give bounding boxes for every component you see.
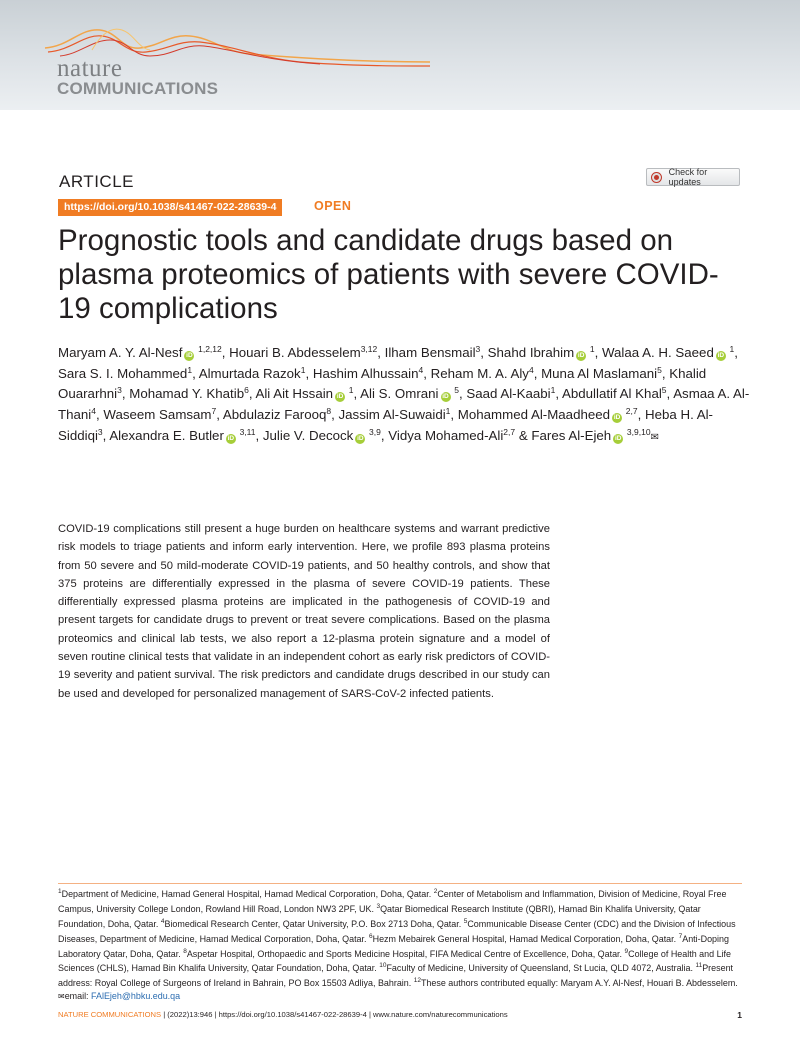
- author-name[interactable]: Sara S. I. Mohammed: [58, 365, 188, 381]
- author-name[interactable]: Saad Al-Kaabi: [466, 386, 551, 402]
- orcid-icon[interactable]: iD: [186, 352, 193, 359]
- doi-link[interactable]: https://doi.org/10.1038/s41467-022-28639-4: [58, 199, 282, 216]
- affiliation-text: Hezm Mebairek General Hospital, Hamad Medical Corporation, Doha, Qatar.: [372, 933, 677, 944]
- affiliation-number: 4: [160, 917, 165, 925]
- author-affiliation-number: 3,11: [239, 426, 256, 437]
- affiliation-text: Communicable Disease Center (CDC) and the Division of Infectious Diseases, Department of Medicine, Hamad Medical Corporation, Doha, Qatar.: [58, 918, 736, 944]
- affiliation-text: Department of Medicine, Hamad General Hospital, Hamad Medical Corporation, Doha, Qatar.: [61, 888, 432, 899]
- affiliation-text: Faculty of Medicine, University of Queensland, St Lucia, QLD 4072, Australia.: [386, 963, 693, 974]
- author-name[interactable]: Almurtada Razok: [198, 365, 301, 381]
- author-entry: [488, 345, 595, 360]
- author-entry: [385, 345, 481, 360]
- email-icon: ✉: [58, 992, 65, 1002]
- orcid-icon[interactable]: iD: [613, 414, 621, 422]
- author-name[interactable]: Shahd Ibrahim: [487, 345, 575, 360]
- author-name[interactable]: Asmaa A. Al-Thani: [58, 386, 750, 423]
- author-name[interactable]: Ilham Bensmail: [384, 345, 476, 360]
- author-entry: [458, 407, 638, 422]
- footer-citation: | (2022)13:946 | https://doi.org/10.1038/s41467-022-28639-4 | www.nature.com/naturecommunications: [161, 1010, 508, 1019]
- affiliation-text: Biomedical Research Center, Qatar University, P.O. Box 2713 Doha, Qatar.: [164, 918, 462, 929]
- author-affiliation-number: 7: [211, 406, 217, 417]
- author-affiliation-number: 5: [661, 385, 667, 396]
- author-affiliation-number: 1: [300, 364, 306, 375]
- open-access-label: OPEN: [314, 199, 352, 213]
- author-affiliation-number: 3: [475, 344, 481, 354]
- author-affiliation-number: 1,2,12: [198, 344, 222, 354]
- affiliation-text: Present address: Royal College of Surgeons of Ireland in Bahrain, PO Box 15503 Adliya, Bahrain.: [58, 963, 734, 989]
- author-name[interactable]: Reham M. A. Aly: [430, 365, 529, 381]
- check-updates-icon: [651, 172, 662, 183]
- author-entry: [602, 345, 734, 360]
- author-affiliation-number: 1: [729, 344, 735, 354]
- affiliation-number: 3: [376, 902, 381, 910]
- author-affiliation-number: 3,9,10: [626, 426, 651, 437]
- author-affiliation-number: 3,12: [360, 344, 378, 354]
- author-entry: [229, 345, 377, 360]
- article-title: Prognostic tools and candidate drugs based on plasma proteomics of patients with severe COVID-19 complications: [58, 224, 719, 325]
- author-affiliation-number: 6: [244, 385, 249, 396]
- author-affiliation-number: 4: [91, 406, 96, 417]
- orcid-icon[interactable]: iD: [442, 393, 449, 401]
- affiliation-number: 7: [678, 932, 683, 940]
- author-entry: [223, 407, 331, 422]
- affiliation-number: 1: [58, 888, 62, 895]
- author-entry: [339, 407, 451, 422]
- affiliation-number: 2: [433, 888, 438, 895]
- author-name[interactable]: Muna Al Maslamani: [541, 365, 658, 381]
- abstract-text: COVID-19 complications still present a huge burden on healthcare systems and warrant predictive risk models to triage patients and inform early intervention. Here, we profile 893 plasma proteins from 50 severe and 50 mild-moderate COVID-19 patients, and 50 healthy controls, and show that 375 proteins are differentially expressed in the plasma of severe COVID-19 patients. These differentially expressed plasma proteins are implicated in the pathogenesis of COVID-19 and present targets for candidate drugs to prevent or treat severe complications. Based on the plasma proteomics and clinical lab tests, we also report a 12-plasma protein signature and a model of seven routine clinical tests that validate in an independent cohort as early risk predictors of COVID-19 severity and patient survival. The risk predictors and candidate drugs described in our study can be used and developed for personalized management of SARS-CoV-2 infected patients.: [58, 523, 550, 700]
- author-entry: [562, 386, 667, 401]
- footer-journal-name: NATURE COMMUNICATIONS: [58, 1010, 162, 1019]
- affiliation-number: 12: [413, 977, 421, 985]
- affiliation-number: 9: [624, 947, 629, 955]
- journal-logo-nature: nature: [57, 55, 123, 82]
- author-entry: [103, 407, 216, 422]
- check-updates-label: Check for updates: [668, 167, 708, 187]
- author-affiliation-number: 5: [657, 364, 662, 375]
- email-icon[interactable]: ✉: [650, 431, 659, 443]
- author-name[interactable]: Alexandra E. Butler: [109, 427, 224, 443]
- author-entry: [263, 428, 381, 443]
- author-name[interactable]: Julie V. Decock: [262, 427, 354, 443]
- author-entry: [531, 428, 659, 443]
- author-name[interactable]: Vidya Mohamed-Ali: [388, 427, 504, 443]
- check-for-updates-button[interactable]: [646, 168, 740, 186]
- author-entry: [58, 366, 192, 381]
- author-entry: [109, 428, 255, 443]
- orcid-icon[interactable]: iD: [577, 352, 585, 359]
- author-name[interactable]: Abdullatif Al Khal: [562, 386, 662, 402]
- author-affiliation-number: 3: [97, 426, 103, 437]
- author-name[interactable]: Ali S. Omrani: [360, 386, 439, 402]
- email-label: email:: [64, 991, 89, 1002]
- author-name[interactable]: Heba H. Al-Siddiqi: [58, 407, 713, 443]
- author-entry: [313, 366, 423, 381]
- author-affiliation-number: 4: [418, 364, 424, 375]
- author-entry: [431, 366, 534, 381]
- affiliation-number: 10: [379, 962, 387, 970]
- orcid-icon[interactable]: iD: [717, 352, 725, 359]
- author-name[interactable]: Walaa A. H. Saeed: [601, 345, 714, 360]
- affiliation-number: 8: [183, 947, 187, 955]
- author-name[interactable]: Mohamad Y. Khatib: [129, 386, 245, 402]
- affiliation-text: Center of Metabolism and Inflammation, Division of Medicine, Royal Free Campus, University College London, Rowland Hill Road, London NW3 2PF, UK.: [58, 888, 727, 914]
- affiliation-number: 11: [695, 962, 703, 970]
- journal-logo-communications: COMMUNICATIONS: [57, 79, 219, 98]
- author-affiliation-number: 4: [528, 364, 534, 375]
- affiliations: [58, 886, 743, 1004]
- affiliation-number: 5: [463, 917, 468, 925]
- author-entry: [129, 386, 249, 401]
- author-affiliation-number: 1: [348, 385, 354, 396]
- orcid-icon[interactable]: iD: [614, 434, 622, 442]
- author-entry: [541, 366, 662, 381]
- author-name[interactable]: Abdulaziz Farooq: [222, 407, 327, 423]
- author-affiliation-number: 1: [589, 344, 595, 354]
- author-entry: [360, 386, 459, 401]
- author-affiliation-number: 2,7: [503, 426, 516, 437]
- author-list: Maryam A. Y. Al-Nesf iD $^{1,2,12}$, Houari B. Abdesselem$^{3,12}$, Ilham Bensmail$^3$, Shahd Ibrahim iD $^1$, Walaa A. H. Saeed iD $^1$, Sara S. I. Mohammed$^1$, Almurtada Razok$^1$, Hashim Alhussain$^4$, Reham M. A. Aly$^4$, Muna Al Maslamani$^5$, Khalid Ouararhni$^3$, Mohamad Y. Khatib$^6$, Ali Ait Hssain iD $^1$, Ali S. Omrani iD $^5$, Saad Al-Kaabi$^1$, Abdullatif Al Khal$^5$, Asmaa A. Al-Thani$^4$, Waseem Samsam$^7$, Abdulaziz Farooq$^8$, Jassim Al-Suwaidi$^1$, Mohammed Al-Maadheed iD $^{2,7}$, Heba H. Al-Siddiqi$^3$, Alexandra E. Butler iD $^{3,11}$, Julie V. Decock iD $^{3,9}$, Vidya Mohamed-Ali$^{2,7}$ & Fares Al-Ejeh iD $^{3,9,10}$✉: [58, 344, 750, 443]
- page-footer: [58, 1010, 742, 1019]
- author-affiliation-number: 3,9: [369, 426, 381, 437]
- author-entry: [199, 366, 306, 381]
- author-name[interactable]: Fares Al-Ejeh: [531, 427, 612, 443]
- author-affiliation-number: 1: [445, 406, 451, 417]
- affiliation-text: Anti-Doping Laboratory Qatar, Doha, Qatar.: [58, 933, 729, 959]
- author-entry: [58, 345, 222, 360]
- author-name[interactable]: Khalid Ouararhni: [58, 365, 707, 402]
- author-affiliation-number: 5: [454, 385, 459, 396]
- author-affiliation-number: 1: [550, 385, 556, 396]
- author-entry: [255, 386, 353, 401]
- corresponding-email-link[interactable]: FAlEjeh@hbku.edu.qa: [91, 991, 181, 1002]
- author-name[interactable]: Ali Ait Hssain: [255, 386, 334, 402]
- page-number: 1: [737, 1010, 742, 1020]
- author-name[interactable]: Maryam A. Y. Al-Nesf: [58, 345, 183, 360]
- author-entry: [388, 428, 515, 443]
- affiliation-text: These authors contributed equally: Maryam A.Y. Al-Nesf, Houari B. Abdesselem.: [420, 978, 738, 989]
- affiliation-number: 6: [368, 932, 373, 940]
- author-affiliation-number: 1: [187, 364, 193, 375]
- journal-banner: [0, 0, 800, 110]
- orcid-icon[interactable]: iD: [227, 434, 235, 442]
- article-type-label: ARTICLE: [59, 172, 134, 191]
- author-name[interactable]: Hashim Alhussain: [312, 365, 419, 381]
- author-name[interactable]: Houari B. Abdesselem: [229, 345, 361, 360]
- affiliation-text: Aspetar Hospital, Orthopaedic and Sports Medicine Hospital, FIFA Medical Centre of Excellence, Doha, Qatar.: [186, 948, 623, 959]
- author-affiliation-number: 2,7: [625, 406, 638, 417]
- author-affiliation-number: 3: [117, 385, 122, 396]
- author-name[interactable]: Waseem Samsam: [103, 407, 212, 423]
- orcid-icon[interactable]: iD: [336, 393, 344, 401]
- affiliations-divider: [58, 883, 742, 884]
- author-name[interactable]: Jassim Al-Suwaidi: [338, 407, 446, 423]
- orcid-icon[interactable]: iD: [357, 434, 364, 442]
- affiliation-text: Qatar Biomedical Research Institute (QBRI), Hamad Bin Khalifa University, Qatar Foundation, Doha, Qatar.: [58, 903, 701, 929]
- affiliation-text: College of Health and Life Sciences (CHLS), Hamad Bin Khalifa University, Qatar Foundation, Doha, Qatar.: [58, 948, 731, 974]
- author-affiliation-number: 8: [326, 406, 332, 417]
- author-entry: [466, 386, 555, 401]
- author-name[interactable]: Mohammed Al-Maadheed: [457, 407, 611, 423]
